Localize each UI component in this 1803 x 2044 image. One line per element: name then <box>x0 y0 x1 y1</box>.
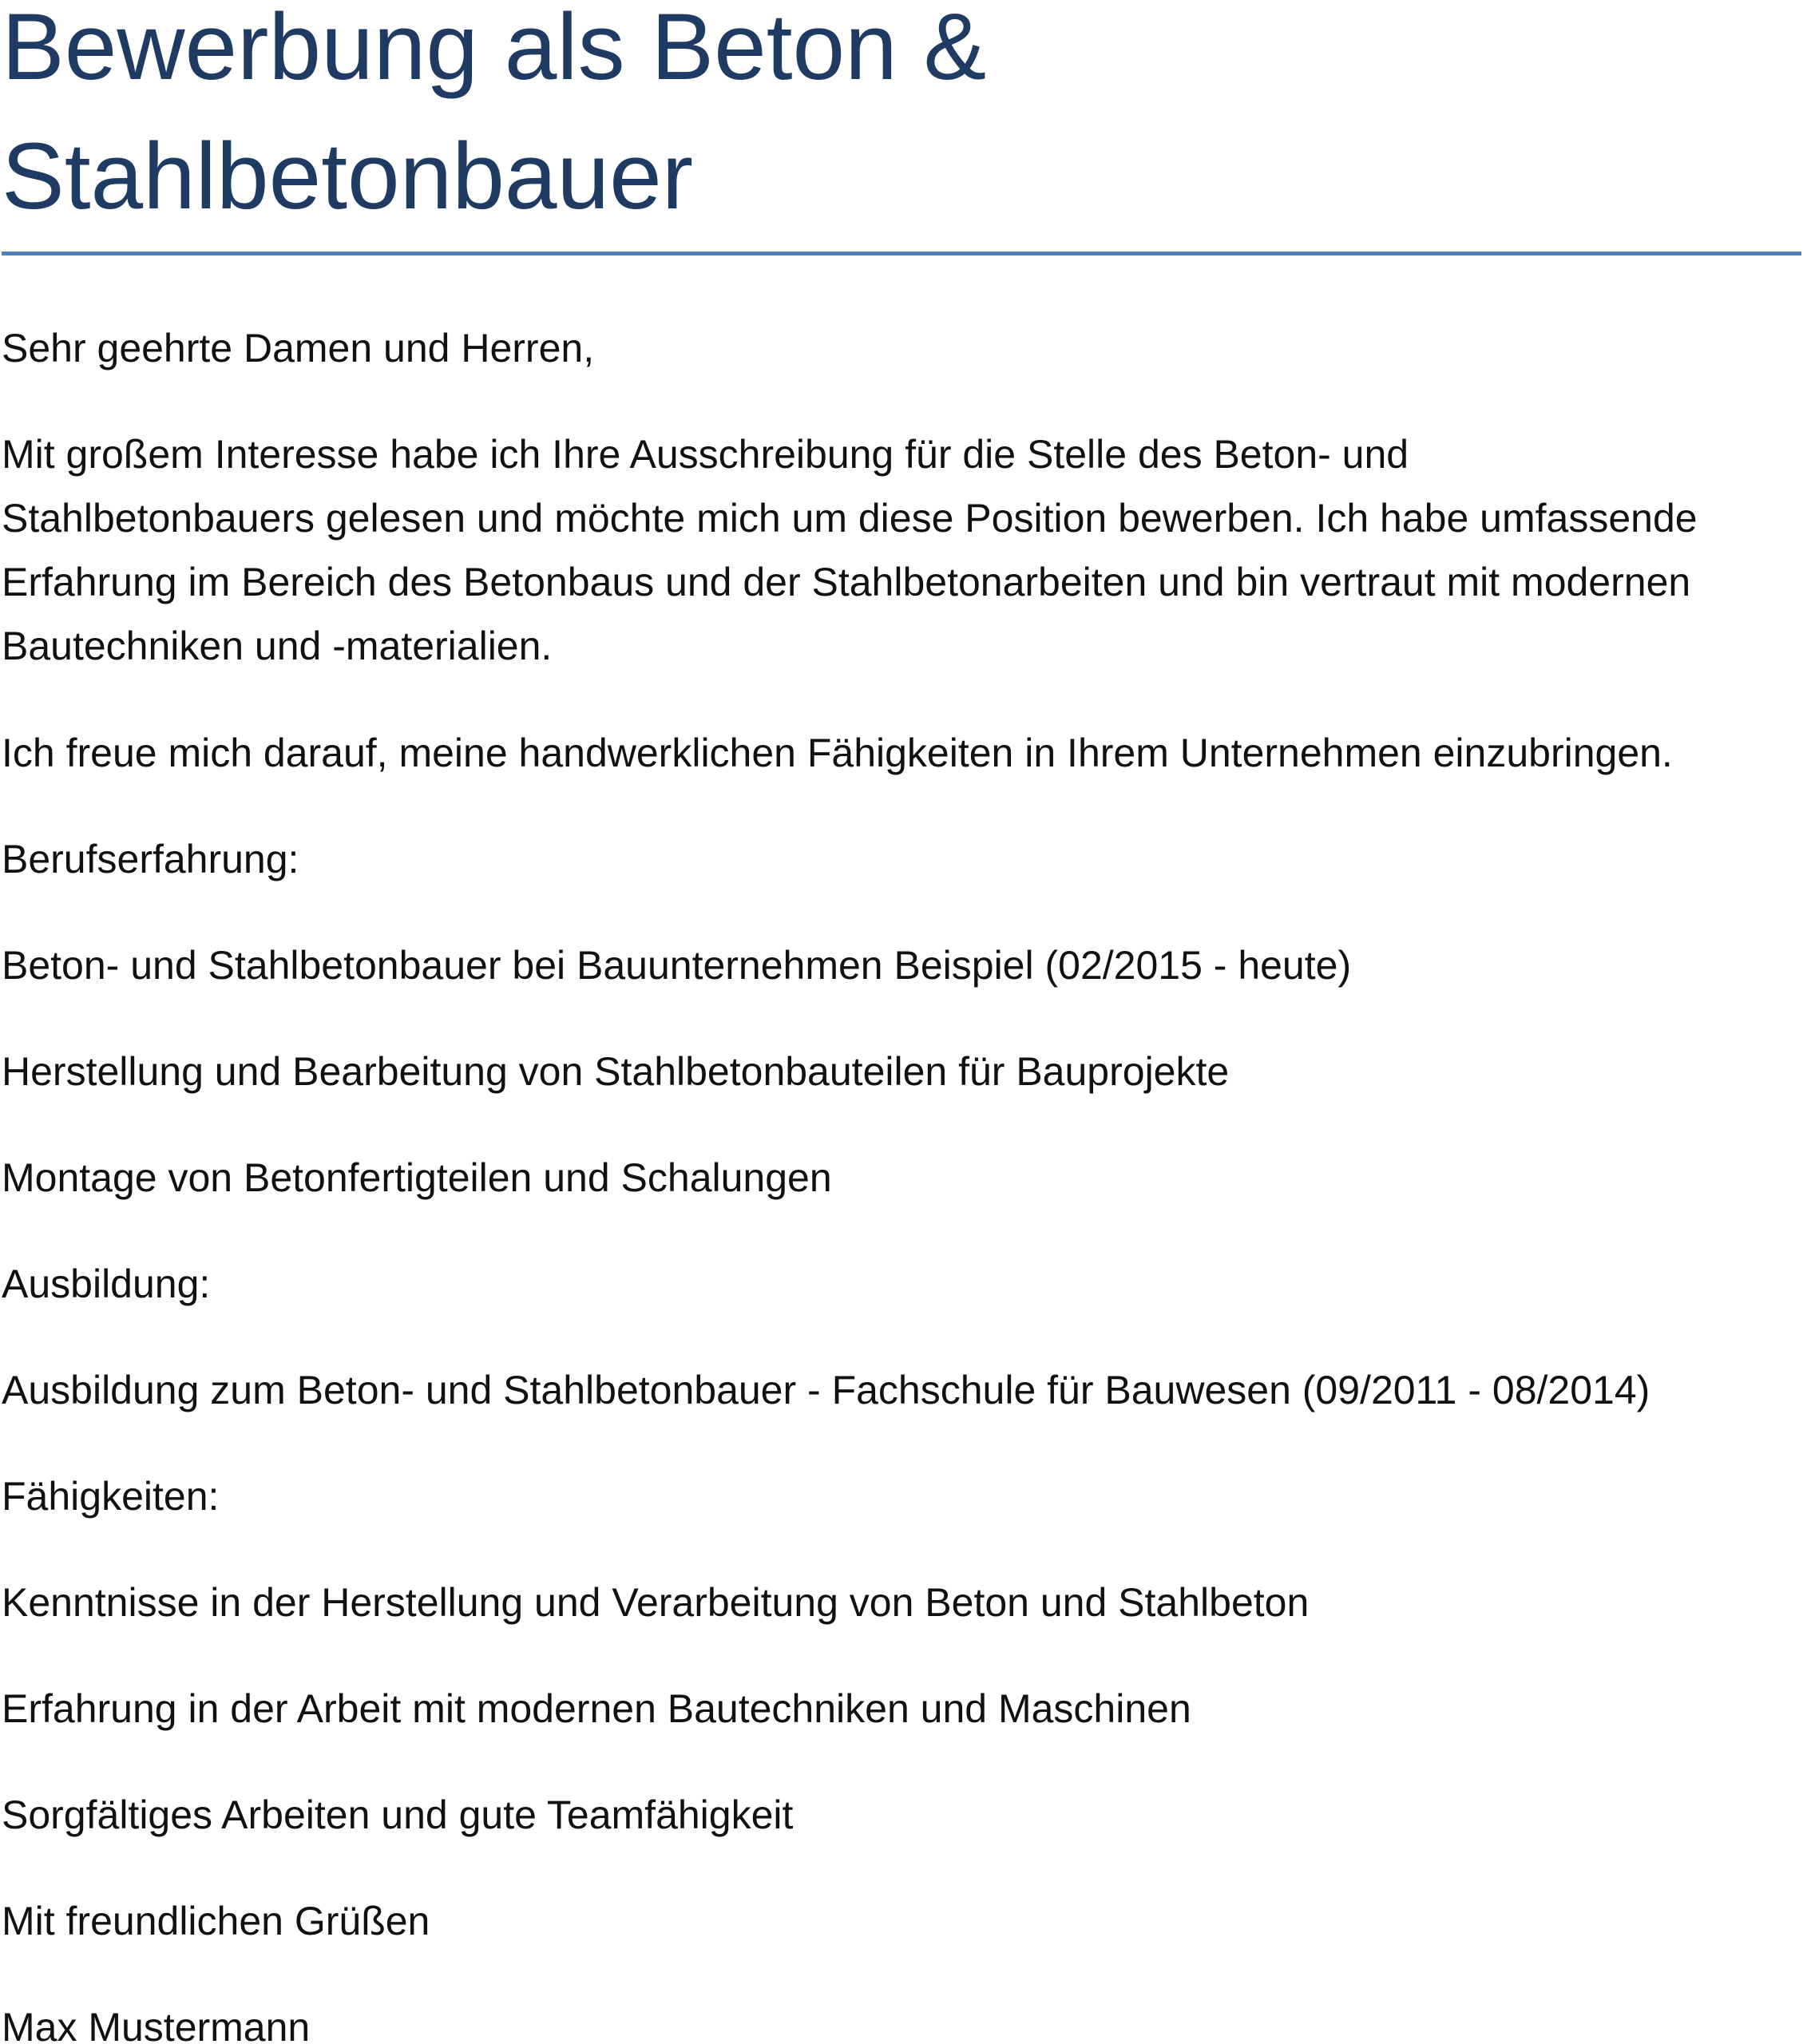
closing: Mit freundlichen Grüßen <box>2 1899 430 1943</box>
education-heading: Ausbildung: <box>2 1262 211 1306</box>
intro-line: Stahlbetonbauers gelesen und möchte mich um diese Position bewerben. Ich habe umfassende <box>2 496 1698 541</box>
motivation-paragraph: Ich freue mich darauf, meine handwerklichen Fähigkeiten in Ihrem Unternehmen einzubringen. <box>2 731 1673 775</box>
skills-item: Kenntnisse in der Herstellung und Verarbeitung von Beton und Stahlbeton <box>2 1580 1310 1625</box>
experience-heading: Berufserfahrung: <box>2 837 299 881</box>
salutation: Sehr geehrte Damen und Herren, <box>2 326 595 370</box>
intro-paragraph <box>2 422 1800 678</box>
skills-heading: Fähigkeiten: <box>2 1474 220 1519</box>
title-line-2: Stahlbetonbauer <box>2 124 694 229</box>
title-line-1: Bewerbung als Beton & <box>2 0 987 100</box>
education-item: Ausbildung zum Beton- und Stahlbetonbauer - Fachschule für Bauwesen (09/2011 - 08/2014) <box>2 1368 1650 1412</box>
signature-name: Max Mustermann <box>2 2005 311 2044</box>
skills-item: Sorgfältiges Arbeiten und gute Teamfähigkeit <box>2 1792 794 1837</box>
intro-line: Bautechniken und -materialien. <box>2 624 553 668</box>
title-divider <box>2 252 1801 256</box>
experience-item: Montage von Betonfertigteilen und Schalungen <box>2 1155 832 1200</box>
skills-item: Erfahrung in der Arbeit mit modernen Bautechniken und Maschinen <box>2 1686 1191 1731</box>
experience-item: Beton- und Stahlbetonbauer bei Bauunternehmen Beispiel (02/2015 - heute) <box>2 943 1352 988</box>
intro-line: Mit großem Interesse habe ich Ihre Ausschreibung für die Stelle des Beton- und <box>2 432 1409 477</box>
experience-item: Herstellung und Bearbeitung von Stahlbetonbauteilen für Bauprojekte <box>2 1049 1230 1094</box>
intro-line: Erfahrung im Bereich des Betonbaus und der Stahlbetonarbeiten und bin vertraut mit modernen <box>2 560 1691 604</box>
